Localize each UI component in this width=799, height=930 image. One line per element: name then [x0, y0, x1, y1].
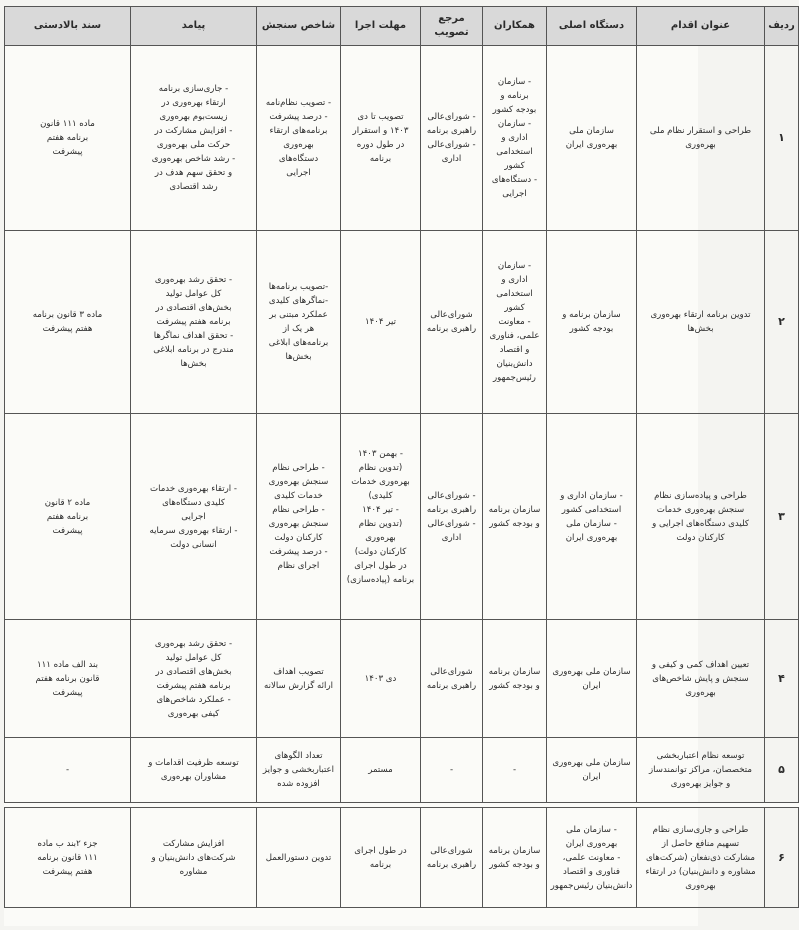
- cell-upstream: [5, 808, 131, 908]
- cell-line: ارتقاء بهره‌وری در: [161, 98, 226, 108]
- cell-line: ۱۴۰۳ و استقرار: [352, 126, 409, 136]
- cell-line: -: [512, 765, 517, 775]
- cell-partners: [483, 46, 547, 231]
- cell-line: ایران: [582, 772, 601, 782]
- header-radif: ردیف: [765, 7, 799, 46]
- cell-line: بهره‌وری ایران: [565, 532, 618, 543]
- cell-line: برنامه‌های ابلاغی: [268, 338, 329, 348]
- table-row: [5, 620, 799, 738]
- cell-line: برنامه هفتم: [46, 511, 89, 522]
- cell-line: - درصد پیشرفت: [269, 112, 328, 122]
- cell-line: و اقتصاد: [499, 345, 530, 355]
- cell-line: سنجش بهره‌وری: [268, 476, 329, 487]
- cell-main-org: [547, 738, 637, 803]
- cell-line: کشور: [504, 161, 525, 171]
- cell-line: سازمان ملی بهره‌وری: [552, 758, 631, 768]
- table-row: [5, 46, 799, 231]
- cell-line: رئیس‌جمهور: [493, 373, 536, 383]
- cell-line: تصویب اهداف: [273, 666, 324, 677]
- cell-partners: [483, 231, 547, 414]
- header-deadline: مهلت اجرا: [341, 7, 421, 46]
- action-plan-sheet: [4, 6, 795, 926]
- cell-line: کارکنان دولت): [354, 546, 407, 557]
- table-row: [5, 808, 799, 908]
- cell-radif: ۱: [765, 46, 799, 231]
- cell-line: راهبری برنامه: [426, 504, 477, 515]
- cell-line: - طراحی نظام: [272, 462, 325, 473]
- cell-line: - طراحی نظام: [272, 504, 325, 515]
- cell-line: پیشرفت: [52, 687, 83, 698]
- cell-line: سازمان ملی بهره‌وری: [552, 666, 631, 677]
- cell-line: (تدوین نظام: [358, 518, 403, 529]
- cell-line: کارکنان دولت: [676, 532, 725, 543]
- cell-line: - سازمان ملی: [566, 518, 617, 529]
- cell-line: بهره‌وری ایران: [565, 140, 618, 150]
- cell-line: زیست‌بوم بهره‌وری: [159, 112, 228, 122]
- cell-line: - معاونت: [498, 317, 531, 327]
- cell-line: برنامه (پیاده‌سازی): [346, 574, 415, 585]
- table-row: [5, 414, 799, 620]
- table-row: [5, 738, 799, 803]
- cell-main-org: [547, 414, 637, 620]
- cell-line: و بودجه کشور: [489, 859, 540, 870]
- cell-line: سازمان برنامه: [488, 666, 541, 677]
- cell-line: کلیدی): [368, 490, 393, 501]
- cell-deadline: [341, 808, 421, 908]
- cell-line: رشد اقتصادی: [169, 182, 218, 192]
- cell-line: در طول اجرای: [354, 560, 407, 571]
- cell-line: و جوایز بهره‌وری: [670, 779, 731, 789]
- action-plan-table: [4, 6, 799, 908]
- cell-line: سازمان ملی: [569, 126, 614, 136]
- cell-line: مشاوران بهره‌وری: [160, 772, 227, 782]
- cell-outcome: [131, 231, 257, 414]
- cell-deadline: [341, 46, 421, 231]
- cell-upstream: [5, 414, 131, 620]
- cell-line: انسانی دولت: [170, 539, 217, 550]
- cell-line: برنامه و: [500, 91, 529, 101]
- cell-line: بخش‌های اقتصادی در: [155, 666, 232, 677]
- cell-deadline: [341, 620, 421, 738]
- cell-line: -: [65, 765, 70, 775]
- cell-line: ایران: [582, 680, 601, 691]
- cell-line: - سازمان ملی: [566, 824, 617, 835]
- cell-line: - شورای‌عالی: [427, 490, 476, 501]
- cell-outcome: [131, 738, 257, 803]
- cell-line: اجرای نظام: [277, 560, 320, 571]
- cell-indicator: [257, 738, 341, 803]
- cell-line: - سازمان: [497, 77, 532, 87]
- cell-line: و بودجه کشور: [489, 518, 540, 529]
- cell-approval: [421, 231, 483, 414]
- cell-indicator: [257, 46, 341, 231]
- cell-line: -: [449, 765, 454, 775]
- cell-line: طراحی و پیاده‌سازی نظام: [654, 490, 747, 501]
- cell-line: بخش‌ها: [180, 359, 207, 369]
- cell-line: کلیدی دستگاه‌های اجرایی و: [652, 518, 749, 529]
- cell-line: هفتم پیشرفت: [42, 866, 93, 877]
- cell-title: [637, 738, 765, 803]
- cell-line: برنامه: [369, 154, 392, 164]
- cell-line: و بودجه کشور: [489, 680, 540, 691]
- cell-partners: [483, 620, 547, 738]
- cell-approval: [421, 414, 483, 620]
- cell-deadline: [341, 414, 421, 620]
- cell-outcome: [131, 620, 257, 738]
- cell-line: و تحقق سهم هدف در: [154, 168, 233, 178]
- cell-line: مشاوره: [179, 866, 208, 877]
- cell-line: - سازمان اداری و: [560, 490, 623, 501]
- cell-line: - شورای‌عالی: [427, 140, 476, 150]
- cell-line: کلیدی دستگاه‌های: [162, 497, 225, 508]
- cell-line: کارکنان دولت: [274, 532, 323, 543]
- cell-line: برنامه‌های ارتقاء: [269, 126, 328, 136]
- cell-line: اداری: [441, 532, 462, 543]
- cell-line: افزایش مشارکت: [162, 838, 225, 849]
- cell-line: سنجش بهره‌وری خدمات: [656, 504, 745, 515]
- cell-line: -تصویب برنامه‌ها: [268, 282, 329, 292]
- cell-line: - ارتقاء بهره‌وری سرمایه: [149, 525, 238, 536]
- cell-upstream: [5, 231, 131, 414]
- cell-line: -نماگرهای کلیدی: [268, 296, 329, 306]
- cell-line: ۱۱۱ قانون برنامه: [37, 852, 98, 863]
- cell-partners: [483, 738, 547, 803]
- cell-line: قانون برنامه هفتم: [35, 673, 100, 684]
- cell-line: بهره‌وری: [685, 880, 716, 891]
- cell-line: پیشرفت: [52, 147, 83, 157]
- cell-line: - عملکرد شاخص‌های: [156, 694, 231, 705]
- cell-approval: [421, 738, 483, 803]
- cell-line: راهبری برنامه: [426, 126, 477, 136]
- cell-line: تدوین برنامه ارتقاء بهره‌وری: [650, 310, 751, 320]
- cell-outcome: [131, 808, 257, 908]
- cell-line: کل عوامل تولید: [165, 652, 222, 663]
- cell-line: راهبری برنامه: [426, 324, 477, 334]
- cell-line: شورای‌عالی: [430, 310, 473, 320]
- cell-line: در طول اجرای: [354, 845, 407, 856]
- cell-line: افزوده شده: [277, 779, 320, 789]
- cell-line: دانش‌بنیان رئیس‌جمهور: [550, 880, 633, 891]
- cell-line: اجرایی: [181, 511, 206, 522]
- cell-partners: [483, 808, 547, 908]
- cell-line: در طول دوره: [356, 140, 405, 150]
- cell-line: - بهمن ۱۴۰۳: [358, 448, 403, 459]
- cell-line: تعیین اهداف کمی و کیفی و: [651, 659, 750, 670]
- cell-radif: ۳: [765, 414, 799, 620]
- cell-line: مندرج در برنامه ابلاغی: [153, 345, 234, 355]
- cell-line: - شورای‌عالی: [427, 112, 476, 122]
- cell-line: ماده ۲ قانون: [44, 497, 91, 508]
- cell-line: برنامه: [369, 859, 392, 870]
- cell-line: شورای‌عالی: [430, 666, 473, 677]
- cell-line: عملکرد مبتنی بر: [269, 310, 328, 320]
- cell-title: [637, 414, 765, 620]
- cell-line: مشارکت ذی‌نفعان (شرکت‌های: [645, 852, 756, 863]
- cell-title: [637, 46, 765, 231]
- cell-title: [637, 620, 765, 738]
- cell-indicator: [257, 620, 341, 738]
- cell-approval: [421, 46, 483, 231]
- cell-radif: ۲: [765, 231, 799, 414]
- cell-line: ارائه گزارش سالانه: [264, 680, 333, 691]
- cell-line: حرکت ملی بهره‌وری: [156, 140, 231, 150]
- cell-line: - درصد پیشرفت: [269, 546, 328, 557]
- cell-line: هر یک از: [282, 324, 315, 334]
- cell-line: فناوری و اقتصاد: [563, 866, 620, 877]
- cell-line: بودجه کشور: [569, 324, 614, 334]
- cell-line: سازمان برنامه: [488, 845, 541, 856]
- cell-line: اداری و: [501, 133, 528, 143]
- cell-main-org: [547, 46, 637, 231]
- cell-line: بخش‌ها: [687, 324, 714, 334]
- cell-approval: [421, 620, 483, 738]
- cell-line: راهبری برنامه: [426, 859, 477, 870]
- cell-line: - تحقق رشد بهره‌وری: [154, 275, 233, 285]
- cell-line: ماده ۱۱۱ قانون: [40, 119, 95, 129]
- cell-radif: ۴: [765, 620, 799, 738]
- cell-line: (تدوین نظام: [358, 462, 403, 473]
- table-body: [5, 46, 799, 908]
- header-upstream: سند بالادستی: [5, 7, 131, 46]
- header-title: عنوان اقدام: [637, 7, 765, 46]
- cell-upstream: [5, 620, 131, 738]
- cell-line: کشور: [504, 303, 525, 313]
- cell-line: دی ۱۴۰۳: [364, 673, 397, 684]
- cell-line: مستمر: [368, 765, 393, 775]
- cell-title: [637, 808, 765, 908]
- cell-indicator: [257, 231, 341, 414]
- cell-line: تصویب تا دی: [357, 112, 404, 122]
- cell-line: - دستگاه‌های: [491, 175, 538, 185]
- cell-approval: [421, 808, 483, 908]
- cell-line: بهره‌وری: [283, 140, 314, 150]
- cell-line: راهبری برنامه: [426, 680, 477, 691]
- cell-line: جزء ۲بند ب ماده: [37, 838, 98, 849]
- cell-line: سنجش و پایش شاخص‌های: [652, 673, 749, 684]
- cell-indicator: [257, 414, 341, 620]
- header-approval: مرجع تصویب: [421, 7, 483, 46]
- cell-partners: [483, 414, 547, 620]
- cell-line: برنامه هفتم پیشرفت: [156, 317, 231, 327]
- cell-line: تدوین دستورالعمل: [265, 852, 332, 863]
- cell-line: - معاونت علمی،: [562, 852, 621, 863]
- header-indicator: شاخص سنجش: [257, 7, 341, 46]
- cell-line: شورای‌عالی: [430, 845, 473, 856]
- cell-line: استخدامی: [496, 147, 533, 157]
- cell-line: خدمات کلیدی: [274, 490, 323, 501]
- cell-deadline: [341, 231, 421, 414]
- cell-line: سازمان برنامه و: [562, 310, 621, 320]
- cell-line: برنامه هفتم پیشرفت: [156, 680, 231, 691]
- cell-radif: ۵: [765, 738, 799, 803]
- table-row: [5, 231, 799, 414]
- cell-line: تیر ۱۴۰۴: [365, 317, 396, 327]
- cell-line: بهره‌وری خدمات: [351, 476, 410, 487]
- cell-title: [637, 231, 765, 414]
- cell-line: - تحقق رشد بهره‌وری: [154, 638, 233, 649]
- cell-line: شرکت‌های دانش‌بنیان و: [151, 852, 236, 863]
- header-main-org: دستگاه اصلی: [547, 7, 637, 46]
- cell-line: هفتم پیشرفت: [42, 324, 93, 334]
- cell-line: - تصویب نظام‌نامه: [265, 98, 332, 108]
- cell-line: - افزایش مشارکت در: [154, 126, 233, 136]
- cell-line: کل عوامل تولید: [165, 289, 222, 299]
- cell-line: کیفی بهره‌وری: [167, 708, 220, 719]
- cell-upstream: [5, 738, 131, 803]
- cell-line: بهره‌وری: [685, 140, 716, 150]
- cell-line: برنامه هفتم: [46, 133, 89, 143]
- cell-line: بهره‌وری: [365, 532, 396, 543]
- cell-line: مشاوره و دانش‌بنیان) در ارتقاء: [645, 866, 756, 877]
- cell-indicator: [257, 808, 341, 908]
- cell-line: - جاری‌سازی برنامه: [158, 84, 229, 94]
- cell-line: علمی، فناوری: [489, 331, 540, 341]
- cell-line: - سازمان: [497, 119, 532, 129]
- cell-line: توسعه نظام اعتباربخشی: [656, 751, 745, 761]
- header-partners: همکاران: [483, 7, 547, 46]
- cell-line: - تیر ۱۴۰۴: [362, 504, 399, 515]
- cell-upstream: [5, 46, 131, 231]
- cell-radif: ۶: [765, 808, 799, 908]
- cell-line: ماده ۳ قانون برنامه: [32, 310, 103, 320]
- cell-line: بند الف ماده ۱۱۱: [36, 659, 98, 670]
- cell-line: تسهیم منافع حاصل از: [661, 838, 740, 849]
- cell-line: توسعه ظرفیت اقدامات و: [148, 758, 239, 768]
- cell-line: - ارتقاء بهره‌وری خدمات: [150, 483, 237, 494]
- cell-line: استخدامی کشور: [561, 504, 622, 515]
- cell-line: بهره‌وری: [685, 687, 716, 698]
- cell-deadline: [341, 738, 421, 803]
- header-row: [5, 7, 799, 46]
- cell-line: استخدامی: [496, 289, 533, 299]
- cell-line: بخش‌های اقتصادی در: [155, 303, 232, 313]
- cell-line: اعتباربخشی و جوایز: [262, 765, 335, 775]
- cell-line: بودجه کشور: [492, 105, 537, 115]
- cell-line: متخصصان، مراکز توانمندساز: [648, 765, 753, 775]
- cell-outcome: [131, 46, 257, 231]
- cell-line: - تحقق اهداف نماگرها: [153, 331, 234, 341]
- cell-line: طراحی و استقرار نظام ملی: [649, 126, 752, 136]
- cell-line: بخش‌ها: [285, 352, 312, 362]
- cell-line: بهره‌وری ایران: [565, 838, 618, 849]
- cell-line: اجرایی: [502, 189, 527, 199]
- cell-line: - شورای‌عالی: [427, 518, 476, 529]
- cell-line: اداری: [441, 154, 462, 164]
- cell-line: طراحی و جاری‌سازی نظام: [652, 824, 749, 835]
- cell-main-org: [547, 231, 637, 414]
- cell-line: - رشد شاخص بهره‌وری: [151, 154, 236, 164]
- cell-line: دانش‌بنیان: [496, 359, 533, 369]
- cell-main-org: [547, 620, 637, 738]
- cell-line: سازمان برنامه: [488, 504, 541, 515]
- header-outcome: پیامد: [131, 7, 257, 46]
- cell-line: سنجش بهره‌وری: [268, 518, 329, 529]
- cell-line: اجرایی: [286, 168, 311, 178]
- cell-line: تعداد الگوهای: [274, 751, 323, 761]
- cell-main-org: [547, 808, 637, 908]
- cell-line: پیشرفت: [52, 525, 83, 536]
- cell-line: اداری و: [501, 275, 528, 285]
- cell-outcome: [131, 414, 257, 620]
- cell-line: دستگاه‌های: [278, 154, 319, 164]
- cell-line: - سازمان: [497, 261, 532, 271]
